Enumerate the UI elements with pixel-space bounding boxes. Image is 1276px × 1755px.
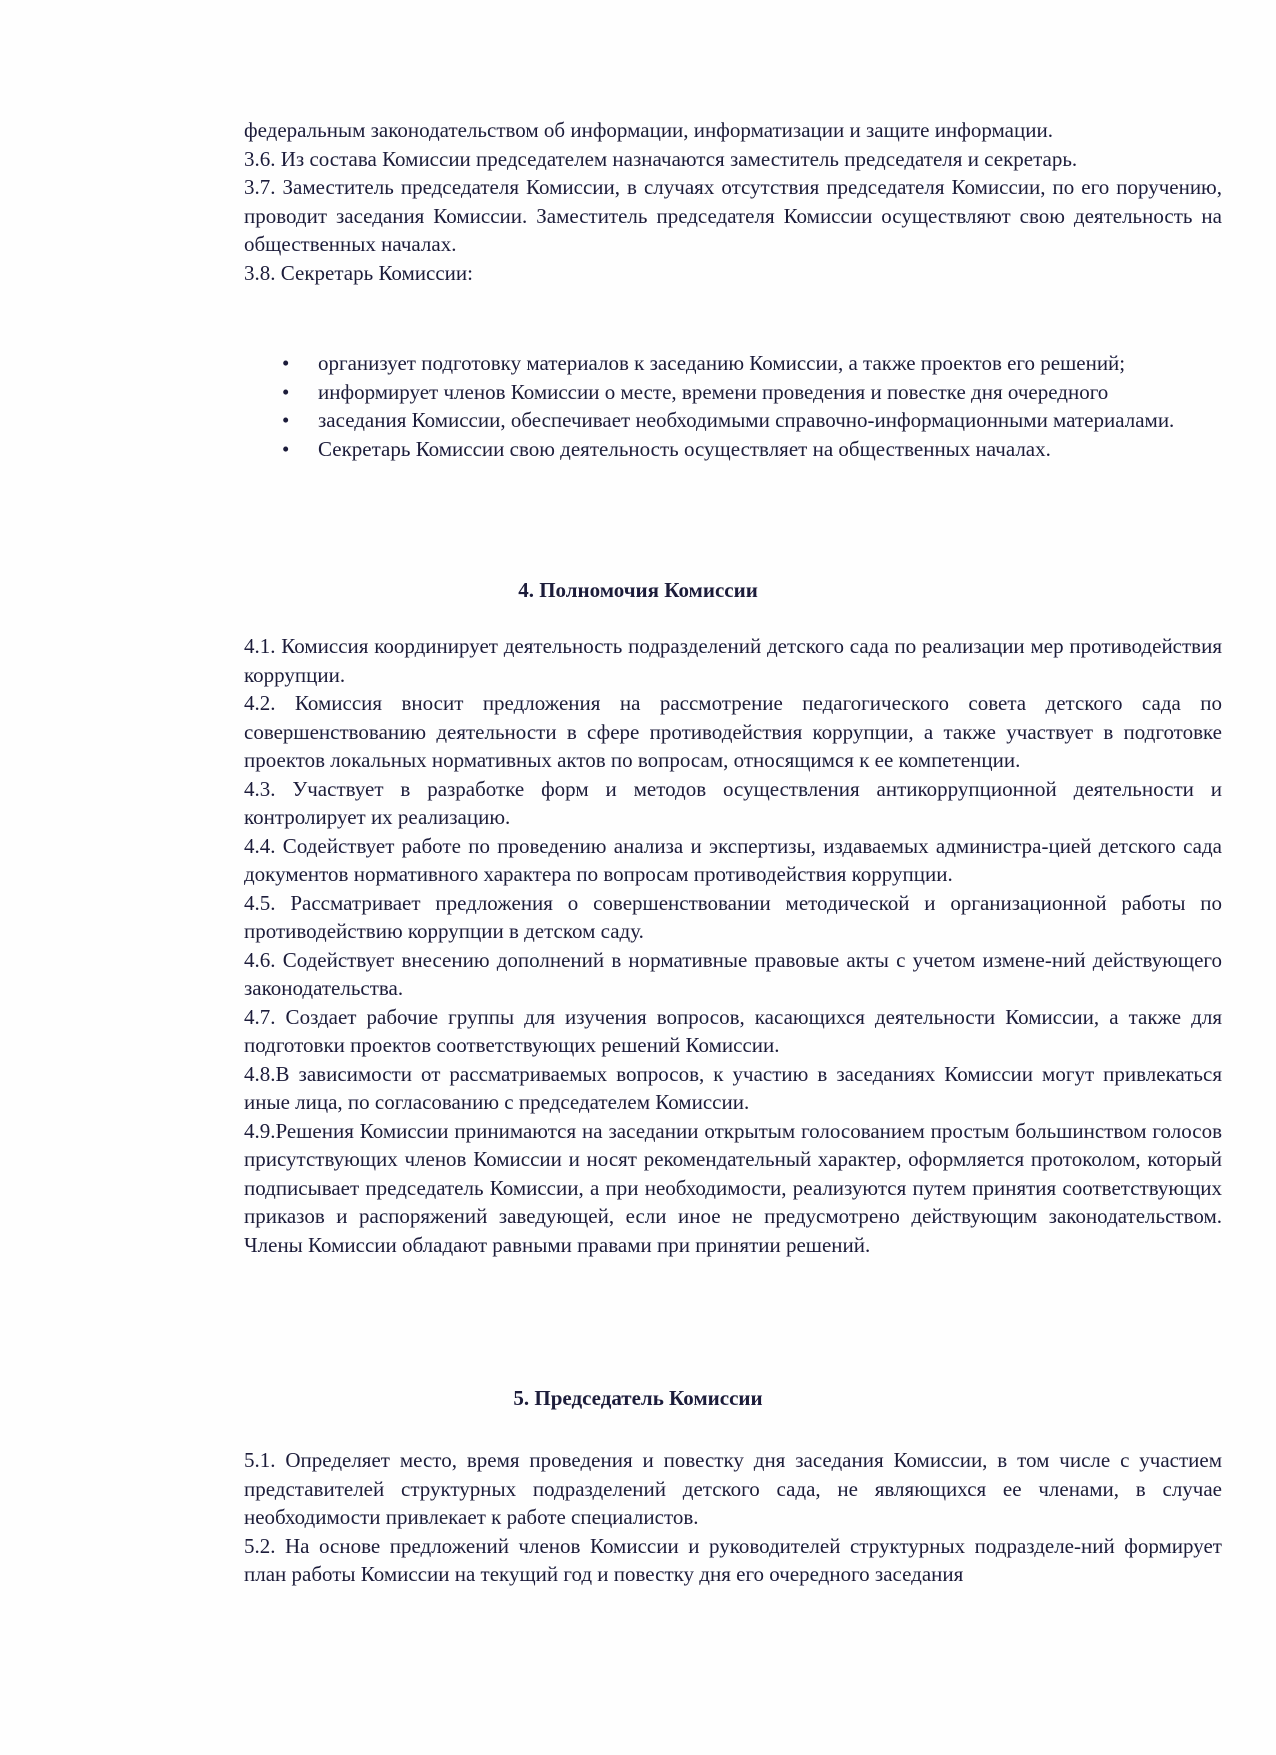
- list-item: [282, 406, 1222, 435]
- paragraph-3-8: 3.8. Секретарь Комиссии:: [244, 260, 473, 285]
- paragraph-4-6: 4.6. Содействует внесению дополнений в нормативные правовые акты с учетом измене-ний действующего законодательства.: [244, 947, 1222, 1000]
- section-5-heading: 5. Председатель Комиссии: [513, 1386, 763, 1410]
- paragraph-3-6: 3.6. Из состава Комиссии председателем назначаются заместитель председателя и секретарь.: [244, 146, 1078, 171]
- paragraph-4-5: 4.5. Рассматривает предложения о совершенствовании методической и организационной работы по противодействию коррупции в детском саду.: [244, 890, 1222, 943]
- bullet-icon: •: [282, 379, 290, 404]
- section-4-heading: 4. Полномочия Комиссии: [518, 578, 758, 602]
- paragraph-3-5-end: федеральным законодательством об информации, информатизации и защите информации.: [244, 118, 1053, 142]
- paragraph-4-8: 4.8.В зависимости от рассматриваемых вопросов, к участию в заседаниях Комиссии могут привлекаться иные лица, по согласованию с председателем Комиссии.: [244, 1061, 1222, 1114]
- bullet-icon: •: [282, 408, 290, 432]
- list-item-text: заседания Комиссии, обеспечивает необходимыми справочно-информационными материалами.: [318, 408, 1175, 432]
- list-item-text: Секретарь Комиссии свою деятельность осуществляет на общественных началах.: [318, 436, 1051, 461]
- paragraph-4-2: 4.2. Комиссия вносит предложения на рассмотрение педагогического совета детского сада по совершенствованию деятельности в сфере противодействия коррупции, а также участвует в подготовке проектов локальных нормативных актов по вопросам, относящимся к ее компетенции.: [244, 691, 1222, 772]
- secretary-duties-list: [282, 349, 1222, 463]
- paragraph-5-2: 5.2. На основе предложений членов Комиссии и руководителей структурных подразделе-ний формирует план работы Комиссии на текущий год и повестку дня его очередного заседания: [244, 1533, 1222, 1586]
- paragraph-4-1: 4.1. Комиссия координирует деятельность подразделений детского сада по реализации мер противодействия коррупции.: [244, 634, 1222, 687]
- list-item-text: организует подготовку материалов к заседанию Комиссии, а также проектов его решений;: [318, 351, 1126, 375]
- bullet-icon: •: [282, 436, 290, 461]
- paragraph-4-7: 4.7. Создает рабочие группы для изучения вопросов, касающихся деятельности Комиссии, а также для подготовки проектов соответствующих решений Комиссии.: [244, 1004, 1222, 1057]
- paragraph-3-7: 3.7. Заместитель председателя Комиссии, в случаях отсутствия председателя Комиссии, по его поручению, проводит заседания Комиссии. Заместитель председателя Комиссии осуществляют свою деятельность на общественных началах.: [244, 175, 1222, 256]
- section-5-body: [244, 1446, 1222, 1589]
- paragraph-4-4: 4.4. Содействует работе по проведению анализа и экспертизы, издаваемых администра-цией детского сада документов нормативного характера по вопросам противодействия коррупции.: [244, 833, 1222, 886]
- paragraph-4-9: 4.9.Решения Комиссии принимаются на заседании открытым голосованием простым большинством голосов присутствующих членов Комиссии и носят рекомендательный характер, оформляется протоколом, который подписывает председатель Комиссии, а при необходимости, реализуются путем принятия соответствующих приказов и распоряжений заведующей, если иное не предусмотрено действующим законодательством. Члены Комиссии обладают равными правами при принятии решений.: [244, 1118, 1222, 1257]
- paragraph-4-3: 4.3. Участвует в разработке форм и методов осуществления антикоррупционной деятельности и контролирует их реализацию.: [244, 776, 1222, 829]
- list-item: [282, 378, 1222, 407]
- list-item: [282, 349, 1222, 378]
- section-3-continued: [244, 116, 1222, 287]
- bullet-icon: •: [282, 351, 290, 375]
- paragraph-5-1: 5.1. Определяет место, время проведения и повестку дня заседания Комиссии, в том числе с участием представителей структурных подразделений детского сада, не являющихся ее членами, в случае необходимости привлекает к работе специалистов.: [244, 1448, 1222, 1529]
- list-item-text: информирует членов Комиссии о месте, времени проведения и повестке дня очередного: [318, 379, 1109, 404]
- section-4-body: [244, 632, 1222, 1259]
- list-item: [282, 435, 1222, 464]
